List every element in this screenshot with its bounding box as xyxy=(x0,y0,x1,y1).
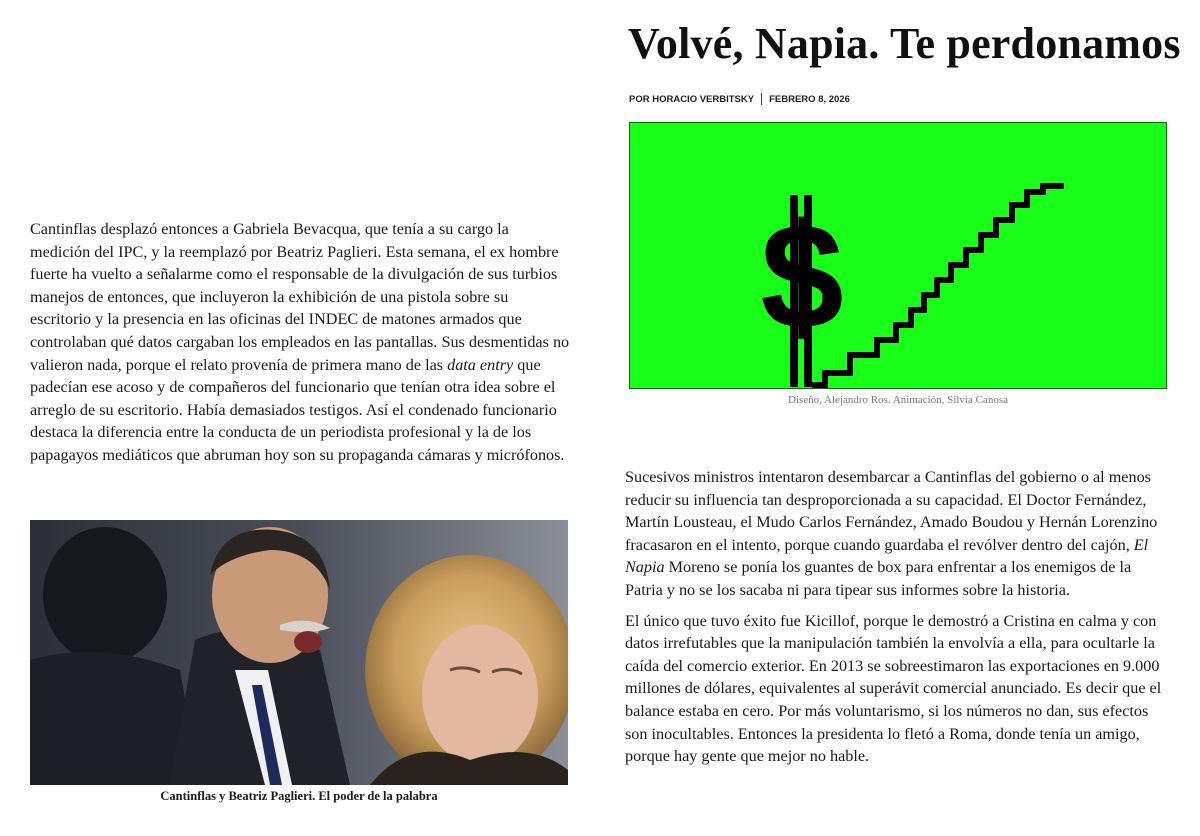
right-paragraph-2: El único que tuvo éxito fue Kicillof, porque le demostró a Cristina en calma y con datos irrefutables que la manipulación también la envolvía a ella, para ocultarle la caída del comercio exterior. En 2013 se sobreestimaron las exportaciones en 9.000 millones de dólares, equivalentes al superávit comercial anunciado. Es decir que el balance estaba en cero. Por más voluntarismo, si los números no dan, sus efectos son inocultables. Entonces la presidenta lo fletó a Roma, donde tenía un amigo, porque hay gente que mejor no hable. xyxy=(625,611,1162,766)
right-paragraph-1-text-2: Moreno se ponía los guantes de box para enfrentar a los enemigos de la Patria y no se los sacaba ni para tipear sus informes sobre la historia. xyxy=(625,558,1132,599)
left-paragraph xyxy=(30,218,570,467)
byline-divider xyxy=(761,93,762,105)
left-paragraph-text-2: que padecían ese acoso y de compañeros del funcionario que tenían otra idea sobre el arreglo de su escritorio. Había demasiados testigos. Así el condenado funcionario destaca la diferencia entre la conducta de un periodista profesional y la de los papagayos mediáticos que abruman hoy son su propaganda cámaras y micrófonos. xyxy=(30,355,565,464)
left-column xyxy=(30,218,575,467)
article-title: Volvé, Napia. Te perdonamos xyxy=(628,19,1181,68)
right-paragraph-1-italic: El Napia xyxy=(625,535,1149,577)
illustration-caption: Diseño, Alejandro Ros. Animación, Silvia Canosa xyxy=(788,394,1008,406)
news-photo xyxy=(30,520,568,785)
byline-author[interactable]: POR HORACIO VERBITSKY xyxy=(629,93,755,105)
staircase-line xyxy=(812,186,1064,385)
byline xyxy=(629,93,850,105)
dollar-sign: $ xyxy=(760,192,844,360)
left-paragraph-italic: data entry xyxy=(447,355,514,374)
photo-caption: Cantinflas y Beatriz Paglieri. El poder de la palabra xyxy=(160,789,438,803)
left-paragraph-text-1: Cantinflas desplazó entonces a Gabriela Bevacqua, que tenía a su cargo la medición del IPC, y la reemplazó por Beatriz Paglieri. Esta semana, el ex hombre fuerte ha vuelto a señalarme como el responsable de la divulgación de sus turbios manejos de entonces, que incluyeron la exhibición de una pistola sobre su escritorio y la presencia en las oficinas del INDEC de matones armados que controlaban qué datos cargaban los empleados en las pantallas. Sus desmentidas no valieron nada, porque el relato provenía de primera mano de las xyxy=(30,220,570,374)
right-column-text xyxy=(625,466,1170,768)
byline-date: FEBRERO 8, 2026 xyxy=(769,93,850,105)
right-paragraph-1-text-1: Sucesivos ministros intentaron desembarcar a Cantinflas del gobierno o al menos reducir su influencia tan desproporcionada a su capacidad. El Doctor Fernández, Martín Lousteau, el Mudo Carlos Fernández, Amado Boudou y Hernán Lorenzino fracasaron en el intento, porque cuando guardaba el revólver dentro del cajón, xyxy=(625,468,1158,554)
illustration xyxy=(629,122,1167,389)
right-paragraph-1 xyxy=(625,466,1170,602)
